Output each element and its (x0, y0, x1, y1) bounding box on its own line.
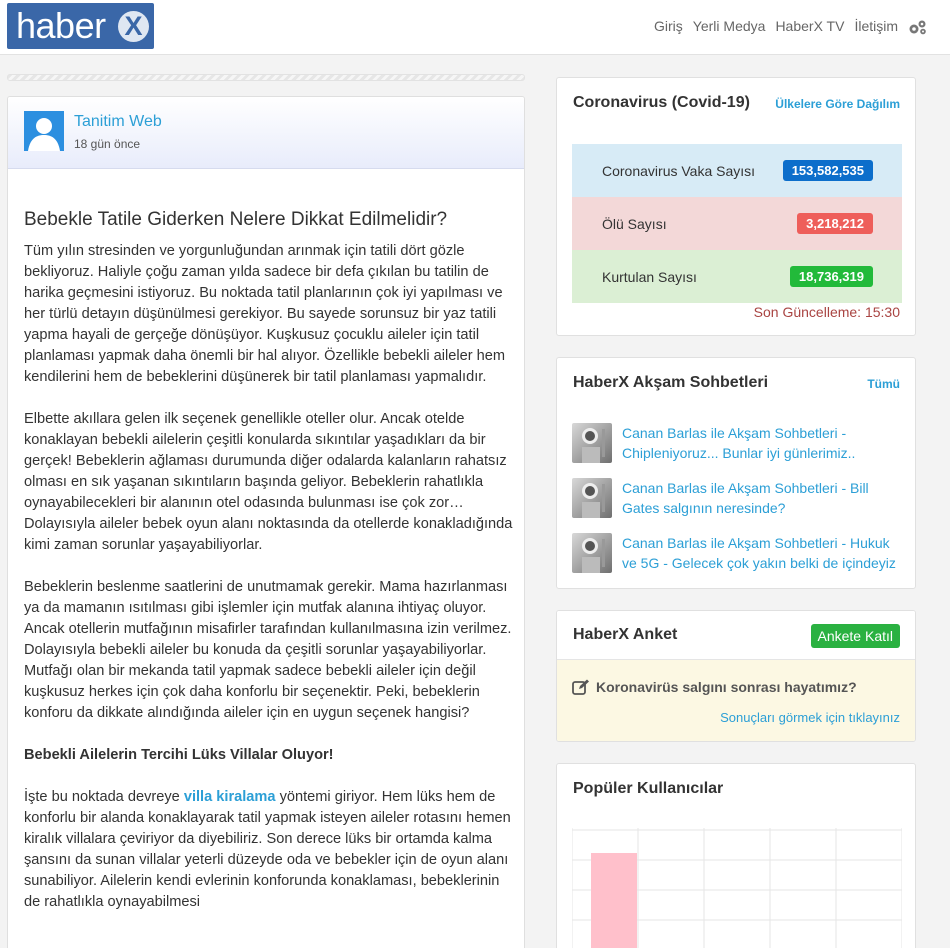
poll-header (557, 611, 915, 660)
loading-stripe (7, 74, 525, 81)
popular-users-chart (572, 828, 902, 948)
poll-title: HaberX Anket (573, 626, 678, 643)
main-nav (654, 18, 928, 34)
poll-body (557, 660, 915, 742)
edit-icon (572, 679, 590, 695)
stat-label: Coronavirus Vaka Sayısı (602, 163, 756, 179)
article-title: Bebekle Tatile Giderken Nelere Dikkat Edilmelidir? (24, 209, 448, 230)
post-time: 18 gün önce (74, 137, 141, 151)
talk-link[interactable]: Canan Barlas ile Akşam Sohbetleri - Chipleniyoruz... Bunlar iyi günlerimiz.. (622, 425, 856, 461)
top-navbar (0, 0, 950, 55)
talk-link[interactable]: Canan Barlas ile Akşam Sohbetleri - Hukuk ve 5G - Gelecek çok yakın belki de içindeyiz (622, 535, 896, 571)
join-poll-button[interactable]: Ankete Katıl (811, 624, 901, 648)
covid-title: Coronavirus (Covid-19) (573, 94, 750, 111)
haberx-logo[interactable] (7, 3, 154, 49)
article-card (7, 96, 525, 948)
poll-card (556, 610, 916, 742)
logo-text: haber (16, 5, 106, 46)
country-distribution-link[interactable]: Ülkelere Göre Dağılım (775, 97, 900, 111)
talks-all-link[interactable]: Tümü (867, 377, 900, 391)
nav-local-media[interactable]: Yerli Medya (692, 18, 766, 34)
stat-cases (572, 144, 902, 197)
author-name[interactable]: Tanitim Web (74, 113, 162, 130)
stat-label: Ölü Sayısı (602, 216, 667, 232)
user-avatar-icon[interactable] (24, 111, 64, 151)
stat-value: 153,582,535 (783, 160, 873, 181)
cogs-icon[interactable] (908, 19, 928, 35)
article-subheading: Bebekli Ailelerin Tercihi Lüks Villalar Oluyor! (24, 747, 334, 763)
poll-results-link[interactable]: Sonuçları görmek için tıklayınız (720, 710, 900, 725)
paragraph-text: İşte bu noktada devreye (24, 789, 184, 805)
stat-recovered (572, 250, 902, 303)
article-paragraph: Tüm yılın stresinden ve yorgunluğundan arınmak için tatili dört gözle bekliyoruz. Haliyle çoğu zaman yılda sadece bir defa çıkılan bu tatilin de harika geçmesini istiyoruz. Bu noktada tatil planlarının çok iyi yapılması ve her türlü detayın düşünülmesi gerekiyor. Bu sayede sorunsuz bir yaz tatili yapma hayali de gerçeğe dönüşüyor. Kuşkusuz çocuklu aileler için tatil planlaması yapmak daha önemli bir hal alıyor. Özellikle bebekli aileler hem kendilerini hem de bebeklerini düşünerek bir tatil planlaması yapmalıdır. (24, 243, 506, 385)
nav-haberx-tv[interactable]: HaberX TV (775, 18, 845, 34)
author-header (8, 97, 524, 169)
last-updated: Son Güncelleme: 15:30 (753, 304, 900, 320)
paragraph-text: yöntemi giriyor. Hem lüks hem de konforlu bir alanda konaklayarak tatil yapmak isteyen aileler rotasını hemen kiralık villalara çeviriyor da diyebiliriz. Son derece lüks bir ortamda kalma şansını da sunan villalar yeterli düzeyde oda ve bebekler için de oyun alanı sunabiliyor. Ailelerin kendi evlerinin konforunda konaklaması, bebeklerinin de rahatlıkla oynayabilmesi (24, 789, 511, 910)
article-paragraph (24, 787, 514, 913)
article-body (24, 241, 514, 934)
stat-deaths (572, 197, 902, 250)
robot-thumbnail[interactable] (572, 478, 612, 518)
evening-talks-card (556, 357, 916, 589)
stat-value: 18,736,319 (790, 266, 873, 287)
talk-item[interactable] (572, 478, 907, 520)
robot-thumbnail[interactable] (572, 423, 612, 463)
talks-title: HaberX Akşam Sohbetleri (573, 374, 769, 391)
poll-question[interactable] (572, 679, 857, 695)
stat-label: Kurtulan Sayısı (602, 269, 697, 285)
villa-kiralama-link[interactable]: villa kiralama (183, 789, 276, 805)
article-paragraph: Bebeklerin beslenme saatlerini de unutmamak gerekir. Mama hazırlanması ya da mamanın ısıtılması gibi işlemler için mutfak alanına ihtiyaç oluyor. Ancak otellerin mutfağının misafirler tarafından kullanılmasına izin verilmez. Dolayısıyla bebekli aileler bu konuda da çeşitli sorunlar yaşayabiliyorlar. Mutfağı olan bir mekanda tatil yapmak sadece bebekli aileler için değil kuşkusuz herkes için çok daha konforlu bir seçenektir. Peki, bebeklerin konforu da dikkate alındığında aileler için en uygun seçenek hangisi? (24, 579, 512, 721)
popular-title: Popüler Kullanıcılar (573, 780, 724, 797)
talk-link[interactable]: Canan Barlas ile Akşam Sohbetleri - Bill Gates salgının neresinde? (622, 480, 869, 516)
robot-thumbnail[interactable] (572, 533, 612, 573)
popular-users-card (556, 763, 916, 948)
talk-item[interactable] (572, 533, 907, 575)
logo-mark: X (118, 11, 149, 42)
nav-contact[interactable]: İletişim (854, 18, 898, 34)
poll-question-text: Koronavirüs salgını sonrası hayatımız? (596, 679, 857, 695)
popular-user-bar (591, 853, 637, 948)
stat-value: 3,218,212 (797, 213, 873, 234)
article-paragraph: Elbette akıllara gelen ilk seçenek genellikle oteller olur. Ancak otelde konaklayan bebekli ailelerin çeşitli konularda sıkıntılar yaşadıkları da bir gerçek! Bebeklerin ağlaması durumunda diğer odalarda kalanların rahatsız olması en sık yaşanan sıkıntıların başında geliyor. Bebeklerin rahatlıkla oynayabilecekleri bir alanının otel odasında bulunması ise çok zor… Dolayısıyla aileler bebek oyun alanı noktasında da otellerde konakladığında kimi zaman sorunlar yaşayabiliyorlar. (24, 411, 513, 553)
nav-login[interactable]: Giriş (654, 18, 683, 34)
talk-item[interactable] (572, 423, 907, 465)
covid-card (556, 77, 916, 336)
